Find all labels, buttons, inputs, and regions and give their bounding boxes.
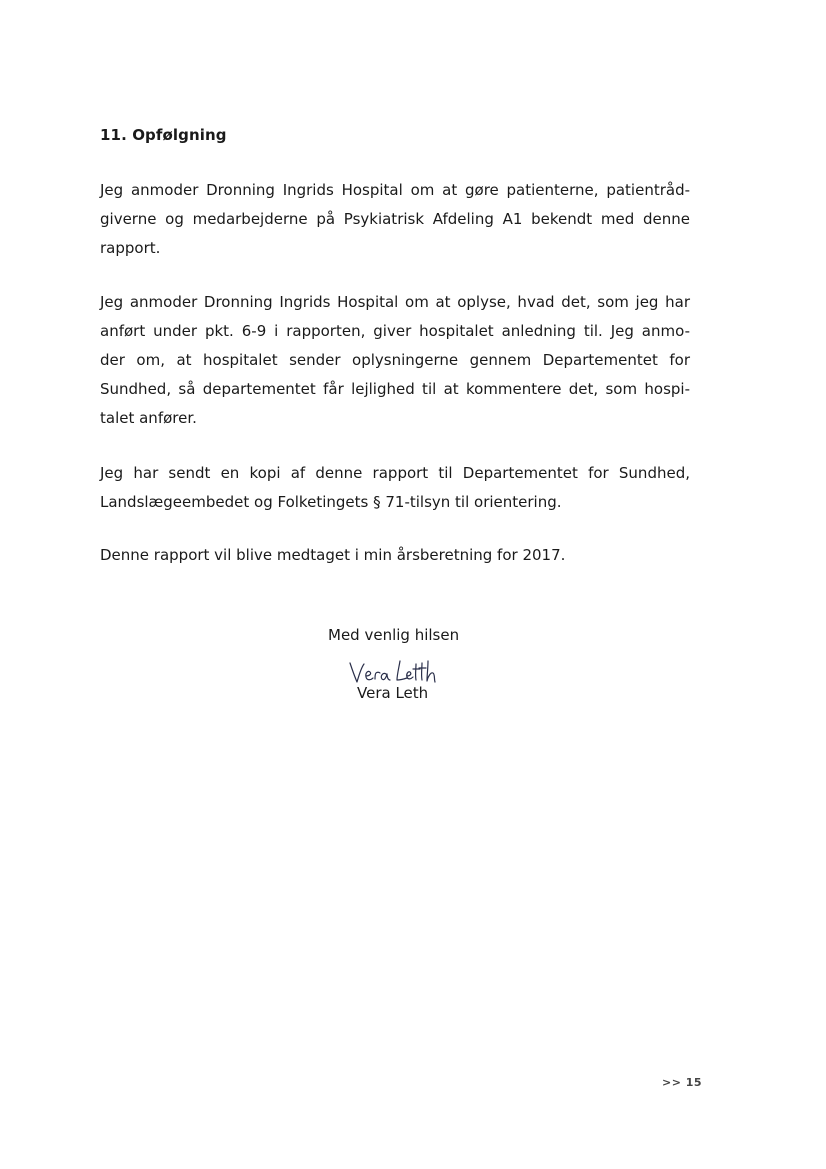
paragraph-line: anført under pkt. 6-9 i rapporten, giver hospitalet anledning til. Jeg anmo- bbox=[100, 322, 690, 340]
paragraph-line: Landslægeembedet og Folketingets § 71-tilsyn til orientering. bbox=[100, 493, 562, 511]
paragraph-3 bbox=[100, 459, 690, 517]
paragraph-line: Sundhed, så departementet får lejlighed til at kommentere det, som hospi- bbox=[100, 380, 690, 398]
page-number: >> 15 bbox=[662, 1076, 703, 1089]
paragraph-line: Denne rapport vil blive medtaget i min årsberetning for 2017. bbox=[100, 546, 566, 564]
paragraph-line: rapport. bbox=[100, 239, 161, 257]
paragraph-line: Jeg har sendt en kopi af denne rapport til Departementet for Sundhed, bbox=[100, 464, 690, 482]
paragraph-1 bbox=[100, 176, 690, 263]
paragraph-line: talet anfører. bbox=[100, 409, 197, 427]
paragraph-line: Jeg anmoder Dronning Ingrids Hospital om at oplyse, hvad det, som jeg har bbox=[100, 293, 690, 311]
paragraph-4 bbox=[100, 541, 690, 570]
paragraph-line: giverne og medarbejderne på Psykiatrisk Afdeling A1 bekendt med denne bbox=[100, 210, 690, 228]
section-heading: 11. Opfølgning bbox=[100, 126, 227, 144]
paragraph-line: Jeg anmoder Dronning Ingrids Hospital om at gøre patienterne, patientråd- bbox=[100, 181, 690, 199]
paragraph-2 bbox=[100, 288, 690, 433]
signer-name: Vera Leth bbox=[357, 684, 429, 702]
paragraph-line: der om, at hospitalet sender oplysningerne gennem Departementet for bbox=[100, 351, 690, 369]
closing-greeting: Med venlig hilsen bbox=[328, 626, 460, 644]
